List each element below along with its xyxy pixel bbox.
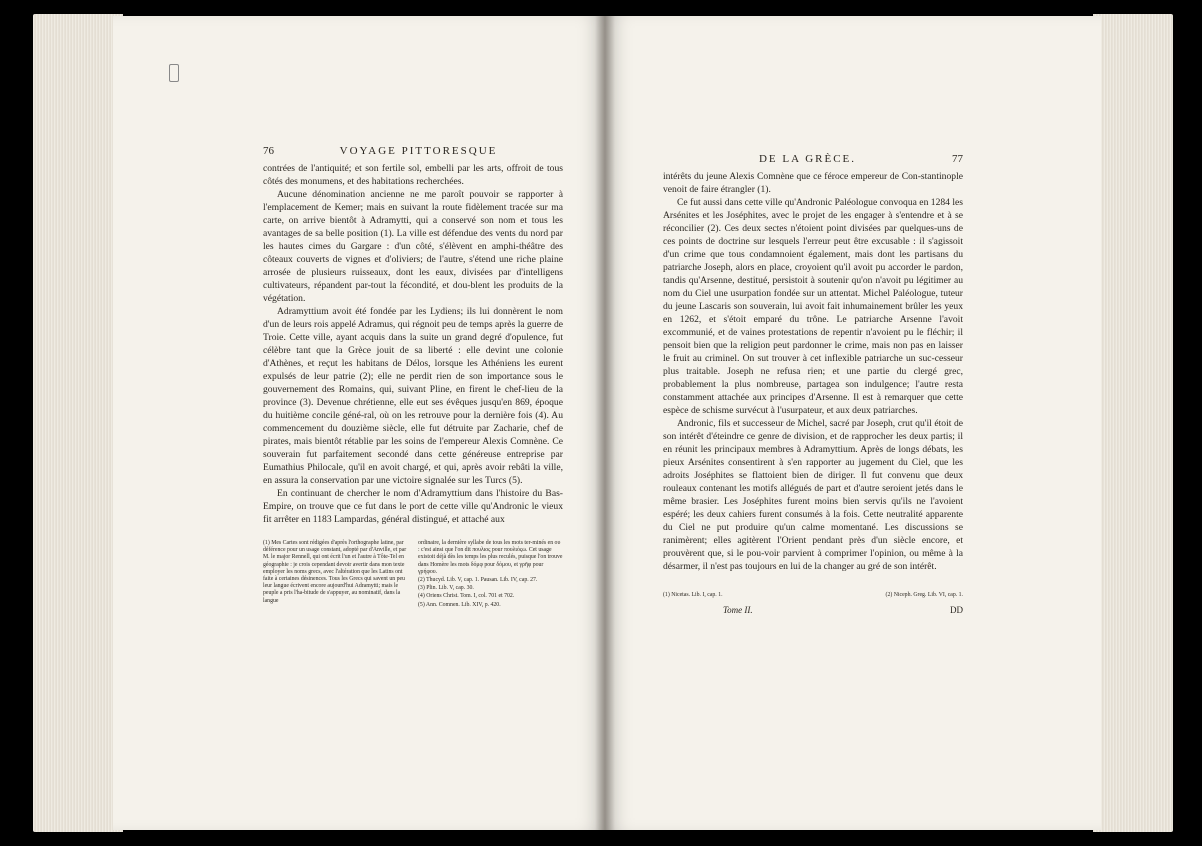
footnote-column-1	[263, 540, 408, 610]
right-running-head	[663, 153, 963, 166]
left-text-column	[263, 145, 563, 610]
book-gutter	[595, 16, 615, 830]
tome-label: Tome II.	[723, 605, 753, 615]
paragraph: En continuant de chercher le nom d'Adramyttium dans l'histoire du Bas-Empire, on trouve que ce fut dans le port de cette ville qu'Andronic le vieux fit arrêter en 1183 Lampardas, général distingué, et attaché aux	[263, 488, 563, 525]
paragraph: Ce fut aussi dans cette ville qu'Andronic Paléologue convoqua en 1284 les Arsénites et les Joséphites, avec le projet de les engager à s'entendre et à se réconcilier (2). Ces deux sectes n'étoient point divisées par quelques-uns de ces points de doctrine sur lesquels l'erreur peut être excusable : il s'agissoit d'un crime que tous condamnoient également, mais dont les partisans du patriarche Joseph, alors en place, croyoient qu'il avoit pu accorder le pardon, tandis qu'Arsenne, destitué, persistoit à soutenir qu'on n'avoit pu légitimer au nom du Ciel une usurpation fondée sur un attentat. Michel Paléologue, tuteur du jeune Lascaris son souverain, lui avoit fait inhumainement brûler les yeux en 1262, et s'étoit emparé du trône. Le patriarche Arsenne l'avoit excommunié, et de vaines protestations de repentir n'avoient pu le fléchir; il pensoit bien que la religion peut pardonner le crime, mais non pas en laisser le fruit au criminel. On sut trouver à cet inflexible patriarche un suc-cesseur plus traitable. Joseph ne refusa rien; et une partie du clergé grec, probablement la plus nombreuse, partagea son indulgence; l'autre resta constamment attachée aux principes d'Arsenne. Il est à remarquer que cette espèce de schisme survécut à l'usurpateur, et aux deux patriarches.	[663, 197, 964, 416]
signature-mark: DD	[950, 605, 963, 615]
paragraph: Aucune dénomination ancienne ne me paroît pouvoir se rapporter à l'emplacement de Kemer; mais en suivant la route fidèlement tracée sur ma carte, on arrive bientôt à Adramytti, qui a conservé son nom et tous les avantages de sa belle position (1). La ville est défendue des vents du nord par les hautes cimes du Gargare : d'un côté, s'élèvent en amphi-théâtre des côteaux couverts de vignes et d'oliviers; de l'autre, s'étend une riche plaine arrosée de plusieurs ruisseaux, dont les eaux, divisées par d'intelligens cultivateurs, répandent par-tout la fécondité, et dou-blent les produits de la végétation.	[263, 189, 563, 304]
open-book	[33, 10, 1173, 836]
left-running-head	[263, 145, 563, 158]
footnote-column-2	[418, 540, 563, 610]
footnote: ordinaire, la dernière syllabe de tous les mots ter-minés en ου : c'est ainsi que l'on dit πουλιος pour πουλιόςω. Cet usage existoit déjà dès les temps les plus reculés, puisque l'on trouve dans Homère les mots δόμφ pour δόμου, et γρῆφ pour γρήφου.	[418, 540, 563, 575]
right-running-title: DE LA GRÈCE.	[758, 153, 857, 165]
left-page-number: 76	[263, 145, 274, 157]
left-page-edges	[33, 14, 123, 832]
footnote: (3) Plin. Lib. V, cap. 30.	[418, 585, 474, 592]
left-page	[113, 16, 605, 830]
signature-line	[663, 604, 963, 617]
paragraph: contrées de l'antiquité; et son fertile sol, embelli par les arts, offroit de tous côtés des monumens, et des habitations recherchées.	[263, 163, 563, 187]
footnote: (5) Ann. Comnen. Lib. XIV, p. 420.	[418, 601, 501, 608]
right-footnotes	[663, 589, 963, 602]
paragraph: intérêts du jeune Alexis Comnène que ce féroce empereur de Con-stantinople venoit de faire étrangler (1).	[663, 171, 963, 195]
right-page-number: 77	[952, 153, 963, 165]
ruler-mark-icon	[169, 64, 179, 82]
right-page-edges	[1093, 14, 1173, 832]
right-page	[605, 16, 1101, 830]
right-text-column	[663, 153, 963, 617]
paragraph: Andronic, fils et successeur de Michel, sacré par Joseph, crut qu'il étoit de son intérêt d'éteindre ce genre de division, et de rapprocher les deux partis; il en réunit les principaux membres à Adramyttium. Après de longs débats, les pieux Arsénites consentirent à s'en rapporter au jugement du Ciel, que les adroits Joséphites se flattoient bien de diriger. Il fut convenu que deux rouleaux contenant les motifs allégués de part et d'autre seroient jetés dans le même brasier. Les Joséphites furent moins bien servis qu'ils ne l'avoient espéré; les deux cahiers furent consumés à la fois. Cette neutralité apparente du Ciel ne put produire qu'un calme momentané. Les discussions se ranimèrent; elles agitèrent l'Orient pendant près d'un siècle encore, et prouvèrent que, si le pou-voir parvient à comprimer l'opinion, ou même à la désarmer, il n'est pas toujours en lui de la changer au gré de son intérêt.	[663, 418, 963, 572]
footnote: (4) Oriens Christ. Tom. I, col. 701 et 702.	[418, 593, 515, 600]
footnote: (1) Nicetas. Lib. I, cap. 1.	[663, 592, 723, 598]
left-running-title: VOYAGE PITTORESQUE	[339, 145, 498, 157]
left-footnotes	[263, 540, 563, 610]
footnote: (2) Thucyd. Lib. V, cap. 1. Pausan. Lib. IV, cap. 27.	[418, 577, 538, 584]
footnote: (1) Mes Cartes sont rédigées d'après l'orthographe latine, par déférence pour un usage constant, adopté par d'Anville, et par M. le major Rennell, qui ont écrit l'un et l'autre à Tôte-Tel en géographie : je crois cependant devoir avertir dans mon texte employer les noms grecs, avec l'altération que les Latins ont faite à certaines désinences. Tous les Grecs qui savent un peu leur langue écrivent encore aujourd'hui Adramytti; mais le peuple a pris l'ha-bitude de s'appuyer, au nominatif, dans la langue	[263, 540, 407, 604]
footnote: (2) Niceph. Greg. Lib. VI, cap. 1.	[885, 592, 963, 598]
paragraph: Adramyttium avoit été fondée par les Lydiens; ils lui donnèrent le nom d'un de leurs rois appelé Adramus, qui régnoit peu de temps après la guerre de Troie. Cette ville, ayant acquis dans la suite un grand degré d'opulence, fut célèbre tant que la Grèce jouit de sa liberté : elle devint une colonie d'Athènes, et reçut les habitans de Délos, lorsque les Athéniens les eurent expulsés de leur patrie (2); elle ne perdit rien de son importance sous le gouvernement des Romains, qui, suivant Pline, en firent le chef-lieu de la province (3). Devenue chrétienne, elle eut ses évêques jusqu'en 869, époque du huitième concile géné-ral, où on les retrouve pour la dernière fois (4). Au commencement du douzième siècle, elle fut détruite par Zacharie, chef de pirates, mais bientôt rétablie par les soins de l'empereur Alexis Comnène. Ce souverain fut parfaitement secondé dans cette généreuse entreprise par Eumathius Philocale, qu'il en avoit chargé, et qui, après avoir rebâti la ville, en assura la conservation par une victoire signalée sur les Turcs (5).	[263, 306, 563, 486]
